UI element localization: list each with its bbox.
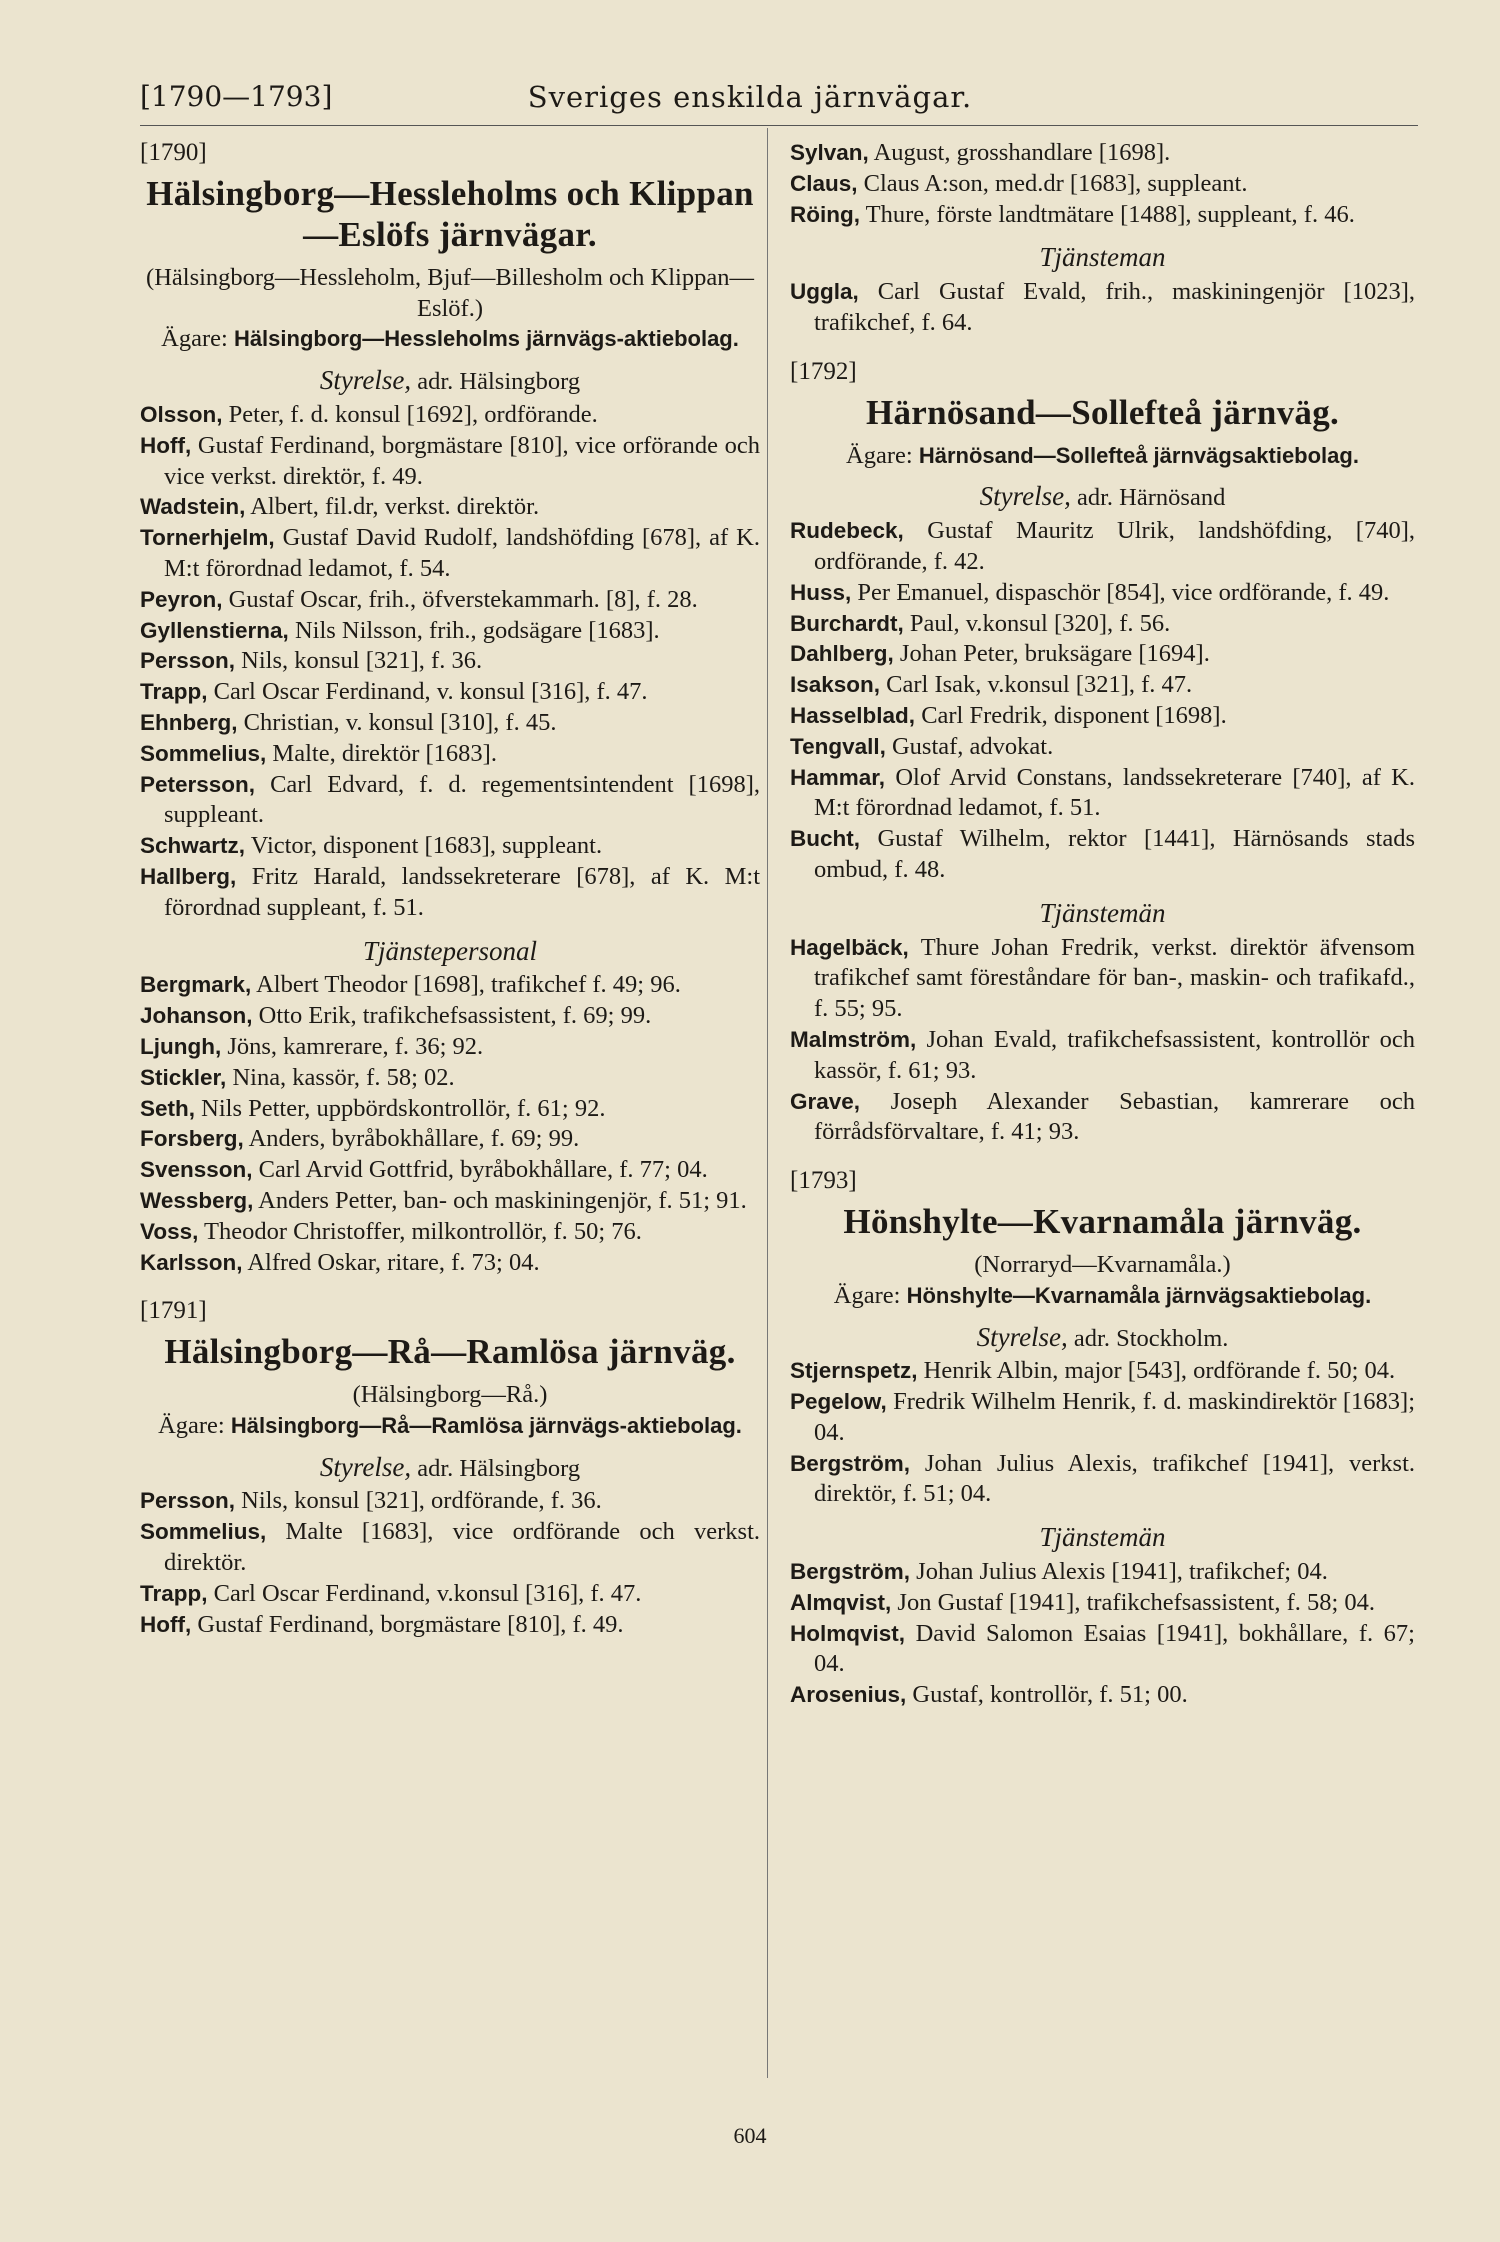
section-title: Härnösand—Sollefteå järnväg. [865, 392, 1340, 432]
staff-heading: Tjänstemän [1039, 1522, 1166, 1553]
person-entry [790, 1387, 1415, 1449]
person-name: Tengvall, [790, 733, 886, 759]
person-entry [140, 585, 760, 616]
person-details: Albert, fil.dr, verkst. direktör. [250, 493, 540, 521]
section-title: Hönshylte—Kvarnamåla järnväg. [843, 1201, 1362, 1241]
section-number: [1793] [790, 1167, 857, 1195]
person-name: Malmström, [790, 1026, 917, 1052]
staff-list [140, 970, 760, 1278]
person-entry [140, 1124, 760, 1155]
person-name: Röing, [790, 201, 860, 227]
board-title: Styrelse, [319, 1451, 412, 1482]
section-title: Hälsingborg—Rå—Ramlösa järnväg. [164, 1332, 736, 1372]
person-entry [790, 277, 1415, 339]
person-entry [790, 824, 1415, 886]
person-details: Carl Gustaf Evald, frih., maskiningenjör [1023], trafikchef, f. 64. [814, 278, 1415, 336]
person-details: Gustaf, advokat. [891, 732, 1054, 760]
person-name: Persson, [140, 648, 236, 674]
person-details: Carl Oscar Ferdinand, v. konsul [316], f. 47. [213, 678, 648, 706]
owner-line [140, 1411, 760, 1442]
owner-name: Hönshylte—Kvarnamåla järnvägsaktiebolag. [906, 1282, 1372, 1308]
person-details: Carl Arvid Gottfrid, byråbokhållare, f. 77; 04. [258, 1156, 708, 1184]
person-name: Hammar, [790, 764, 886, 790]
person-name: Grave, [790, 1088, 861, 1114]
person-details: Gustaf Ferdinand, borgmästare [810], vice orförande och vice verkst. direktör, f. 49. [164, 431, 761, 490]
person-name: Schwartz, [140, 833, 246, 859]
section-number: [1791] [140, 1297, 207, 1325]
person-details: Johan Evald, trafikchefsassistent, kontrollör och kassör, f. 61; 93. [814, 1025, 1416, 1084]
board-list [790, 1356, 1415, 1510]
person-entry [790, 516, 1415, 578]
person-name: Hallberg, [140, 863, 237, 889]
route-note: (Hälsingborg—Rå.) [352, 1381, 548, 1409]
person-name: Hasselblad, [790, 702, 916, 728]
person-entry [140, 1001, 760, 1032]
person-details: Otto Erik, trafikchefsassistent, f. 69; 99. [258, 1002, 652, 1030]
board-title: Styrelse, [979, 481, 1071, 512]
person-entry [140, 1094, 760, 1125]
person-name: Forsberg, [140, 1126, 244, 1152]
section-title: Hälsingborg—Hessleholms och Klippan—Eslöfs järnvägar. [146, 173, 754, 254]
person-name: Rudebeck, [790, 518, 904, 544]
person-name: Olsson, [140, 401, 223, 427]
person-name: Voss, [140, 1218, 199, 1244]
person-details: Albert Theodor [1698], trafikchef f. 49; 96. [256, 971, 681, 999]
owner-line [140, 324, 760, 355]
person-details: Carl Oscar Ferdinand, v.konsul [316], f. 47. [213, 1579, 642, 1607]
person-name: Burchardt, [790, 610, 904, 636]
person-name: Tornerhjelm, [140, 525, 275, 551]
person-entry [140, 831, 760, 862]
owner-line [790, 441, 1415, 472]
person-entry [140, 770, 760, 832]
person-entry [790, 1680, 1415, 1711]
person-name: Trapp, [140, 679, 208, 705]
board-list [140, 1486, 760, 1640]
person-name: Claus, [790, 170, 858, 196]
page-number: 604 [733, 2123, 767, 2148]
left-column [140, 138, 760, 1640]
person-details: Nils, konsul [321], ordförande, f. 36. [241, 1487, 602, 1515]
person-name: Petersson, [140, 771, 256, 797]
person-details: Gustaf Mauritz Ulrik, landshöfding, [740], ordförande, f. 42. [814, 517, 1415, 575]
route-note: (Norraryd—Kvarnamåla.) [974, 1250, 1231, 1278]
person-details: Gustaf, kontrollör, f. 51; 00. [912, 1681, 1188, 1709]
person-details: Gustaf Oscar, frih., öfverstekammarh. [8], f. 28. [228, 585, 698, 613]
person-entry [140, 616, 760, 647]
staff-heading: Tjänsteman [1039, 242, 1166, 273]
person-name: Stjernspetz, [790, 1358, 918, 1384]
owner-label: Ägare: [833, 1281, 901, 1309]
owner-line [790, 1281, 1415, 1312]
column-divider [767, 128, 768, 2078]
person-entry [790, 763, 1415, 825]
person-name: Sylvan, [790, 140, 869, 165]
right-column [790, 138, 1415, 1711]
person-details: Victor, disponent [1683], suppleant. [250, 832, 603, 860]
person-name: Seth, [140, 1095, 196, 1121]
person-details: Gustaf David Rudolf, landshöfding [678], af K. M:t förordnad ledamot, f. 54. [164, 524, 760, 582]
person-name: Uggla, [790, 279, 859, 305]
person-details: Johan Julius Alexis, trafikchef [1941], verkst. direktör, f. 51; 04. [814, 1449, 1416, 1508]
route-note: (Hälsingborg—Hessleholm, Bjuf—Billesholm och Klippan—Eslöf.) [146, 263, 754, 322]
person-entry [140, 646, 760, 677]
person-details: Theodor Christoffer, milkontrollör, f. 50; 76. [204, 1217, 642, 1245]
board-address: adr. Hälsingborg [417, 1454, 581, 1482]
person-entry [790, 200, 1415, 231]
person-entry [140, 1248, 760, 1279]
owner-label: Ägare: [158, 1411, 225, 1439]
person-details: Carl Edvard, f. d. regementsintendent [1698], suppleant. [164, 770, 761, 829]
person-details: Fritz Harald, landssekreterare [678], af K. M:t förordnad suppleant, f. 51. [164, 862, 760, 921]
staff-list [790, 933, 1415, 1149]
person-details: Christian, v. konsul [310], f. 45. [243, 708, 557, 736]
person-name: Sommelius, [140, 1519, 267, 1545]
person-name: Bucht, [790, 826, 860, 852]
person-name: Holmqvist, [790, 1620, 906, 1646]
board-title: Styrelse, [319, 365, 412, 396]
person-name: Trapp, [140, 1580, 208, 1606]
person-name: Wessberg, [140, 1187, 254, 1213]
person-name: Bergström, [790, 1450, 911, 1476]
person-entry [140, 708, 760, 739]
person-details: Jon Gustaf [1941], trafikchefsassistent, f. 58; 04. [897, 1588, 1376, 1616]
header-rule [140, 125, 1418, 126]
person-details: Malte, direktör [1683]. [272, 739, 497, 767]
board-list [790, 516, 1415, 886]
person-entry [140, 1517, 760, 1579]
owner-label: Ägare: [846, 441, 913, 469]
person-details: Gustaf Ferdinand, borgmästare [810], f. 49. [197, 1610, 624, 1638]
board-heading [140, 365, 760, 398]
person-details: Nina, kassör, f. 58; 02. [232, 1063, 455, 1091]
person-name: Hoff, [140, 1611, 192, 1637]
person-entry [140, 677, 760, 708]
owner-name: Härnösand—Sollefteå järnvägsaktiebolag. [918, 442, 1359, 468]
person-name: Peyron, [140, 586, 223, 612]
person-entry [140, 1217, 760, 1248]
person-name: Bergmark, [140, 972, 252, 998]
board-title: Styrelse, [976, 1321, 1068, 1352]
person-details: Johan Peter, bruksägare [1694]. [899, 640, 1210, 668]
person-name: Hoff, [140, 432, 192, 458]
person-entry [790, 1025, 1415, 1087]
person-name: Huss, [790, 579, 852, 605]
person-name: Isakson, [790, 672, 881, 698]
person-entry [790, 701, 1415, 732]
person-entry [140, 492, 760, 523]
person-name: Wadstein, [140, 494, 246, 520]
person-details: August, grosshandlare [1698]. [873, 139, 1171, 166]
person-details: Paul, v.konsul [320], f. 56. [909, 609, 1171, 637]
staff-heading: Tjänstemän [1039, 897, 1166, 928]
person-entry [140, 862, 760, 924]
person-name: Ehnberg, [140, 709, 238, 735]
person-name: Sommelius, [140, 740, 267, 766]
person-name: Bergström, [790, 1559, 911, 1585]
person-details: Thure, förste landtmätare [1488], suppleant, f. 46. [865, 200, 1355, 228]
staff-list [790, 1557, 1415, 1711]
person-entry [140, 1063, 760, 1094]
board-heading [790, 1322, 1415, 1355]
person-details: Gustaf Wilhelm, rektor [1441], Härnösands stads ombud, f. 48. [814, 825, 1416, 883]
person-name: Persson, [140, 1488, 236, 1514]
staff-heading: Tjänstepersonal [362, 935, 537, 966]
person-entry [790, 609, 1415, 640]
person-details: Anders Petter, ban- och maskiningenjör, f. 51; 91. [258, 1186, 747, 1214]
person-details: Nils Petter, uppbördskontrollör, f. 61; 92. [201, 1094, 606, 1122]
person-details: Joseph Alexander Sebastian, kamrerare och förrådsförvaltare, f. 41; 93. [814, 1087, 1415, 1146]
person-entry [790, 1356, 1415, 1387]
person-entry [140, 1032, 760, 1063]
person-name: Stickler, [140, 1064, 227, 1090]
person-entry [790, 1588, 1415, 1619]
running-header [0, 80, 1500, 124]
board-heading [140, 1452, 760, 1485]
person-entry [790, 578, 1415, 609]
person-entry [140, 400, 760, 431]
person-details: Henrik Albin, major [543], ordförande f. 50; 04. [923, 1357, 1396, 1385]
person-entry [790, 732, 1415, 763]
person-name: Almqvist, [790, 1589, 892, 1615]
person-details: Anders, byråbokhållare, f. 69; 99. [248, 1125, 580, 1153]
person-entry [140, 1579, 760, 1610]
owner-name: Hälsingborg—Hessleholms järnvägs-aktiebolag. [233, 326, 739, 352]
person-name: Johanson, [140, 1003, 253, 1029]
person-entry [790, 639, 1415, 670]
person-entry [140, 1155, 760, 1186]
person-entry [790, 1557, 1415, 1588]
person-entry [140, 1186, 760, 1217]
staff-list [790, 277, 1415, 339]
person-name: Gyllenstierna, [140, 617, 289, 643]
board-heading [790, 481, 1415, 514]
owner-label: Ägare: [161, 325, 228, 353]
person-name: Hagelbäck, [790, 934, 909, 960]
person-entry [790, 933, 1415, 1025]
person-details: Claus A:son, med.dr [1683], suppleant. [863, 169, 1248, 197]
person-details: Nils Nilsson, frih., godsägare [1683]. [294, 616, 660, 644]
person-entry [790, 1087, 1415, 1149]
owner-name: Hälsingborg—Rå—Ramlösa järnvägs-aktiebolag. [230, 1412, 742, 1438]
board-address: adr. Härnösand [1077, 484, 1226, 512]
person-entry [140, 523, 760, 585]
person-details: Carl Fredrik, disponent [1698]. [921, 701, 1227, 729]
person-details: Olof Arvid Constans, landssekreterare [740], af K. M:t förordnad ledamot, f. 51. [814, 763, 1415, 822]
person-details: Jöns, kamrerare, f. 36; 92. [227, 1032, 484, 1060]
person-name: Pegelow, [790, 1389, 887, 1415]
person-entry [790, 1449, 1415, 1511]
section-number: [1792] [790, 357, 857, 385]
person-entry [790, 1619, 1415, 1681]
person-details: Peter, f. d. konsul [1692], ordförande. [228, 400, 598, 428]
person-entry [790, 138, 1415, 169]
board-address: adr. Stockholm. [1073, 1324, 1229, 1352]
board-list [140, 400, 760, 924]
header-range: [1790—1793] [140, 80, 333, 113]
person-entry [140, 431, 760, 493]
person-entry [140, 1610, 760, 1641]
person-entry [140, 739, 760, 770]
person-name: Dahlberg, [790, 641, 894, 667]
person-details: Malte [1683], vice ordförande och verkst. direktör. [164, 1518, 761, 1577]
person-details: Alfred Oskar, ritare, f. 73; 04. [247, 1248, 540, 1276]
person-details: Carl Isak, v.konsul [321], f. 47. [886, 671, 1193, 699]
person-entry [790, 670, 1415, 701]
person-details: Johan Julius Alexis [1941], trafikchef; 04. [916, 1558, 1328, 1586]
board-address: adr. Hälsingborg [417, 368, 581, 396]
person-name: Ljungh, [140, 1033, 222, 1059]
person-name: Karlsson, [140, 1249, 243, 1275]
person-details: David Salomon Esaias [1941], bokhållare, f. 67; 04. [814, 1619, 1415, 1678]
person-details: Per Emanuel, dispaschör [854], vice ordförande, f. 49. [857, 578, 1390, 606]
person-details: Nils, konsul [321], f. 36. [241, 647, 483, 675]
person-details: Fredrik Wilhelm Henrik, f. d. maskindirektör [1683]; 04. [814, 1388, 1415, 1446]
header-title: Sveriges enskilda järnvägar. [527, 80, 973, 114]
section-number: [1790] [140, 139, 207, 166]
person-name: Arosenius, [790, 1682, 907, 1708]
person-entry [140, 1486, 760, 1517]
board-list-continued [790, 138, 1415, 230]
person-entry [140, 970, 760, 1001]
person-name: Svensson, [140, 1157, 253, 1183]
person-details: Thure Johan Fredrik, verkst. direktör äfvensom trafikchef samt föreståndare för ban-, maskin- och trafikafd., f. 55; 95. [814, 933, 1416, 1023]
person-entry [790, 169, 1415, 200]
